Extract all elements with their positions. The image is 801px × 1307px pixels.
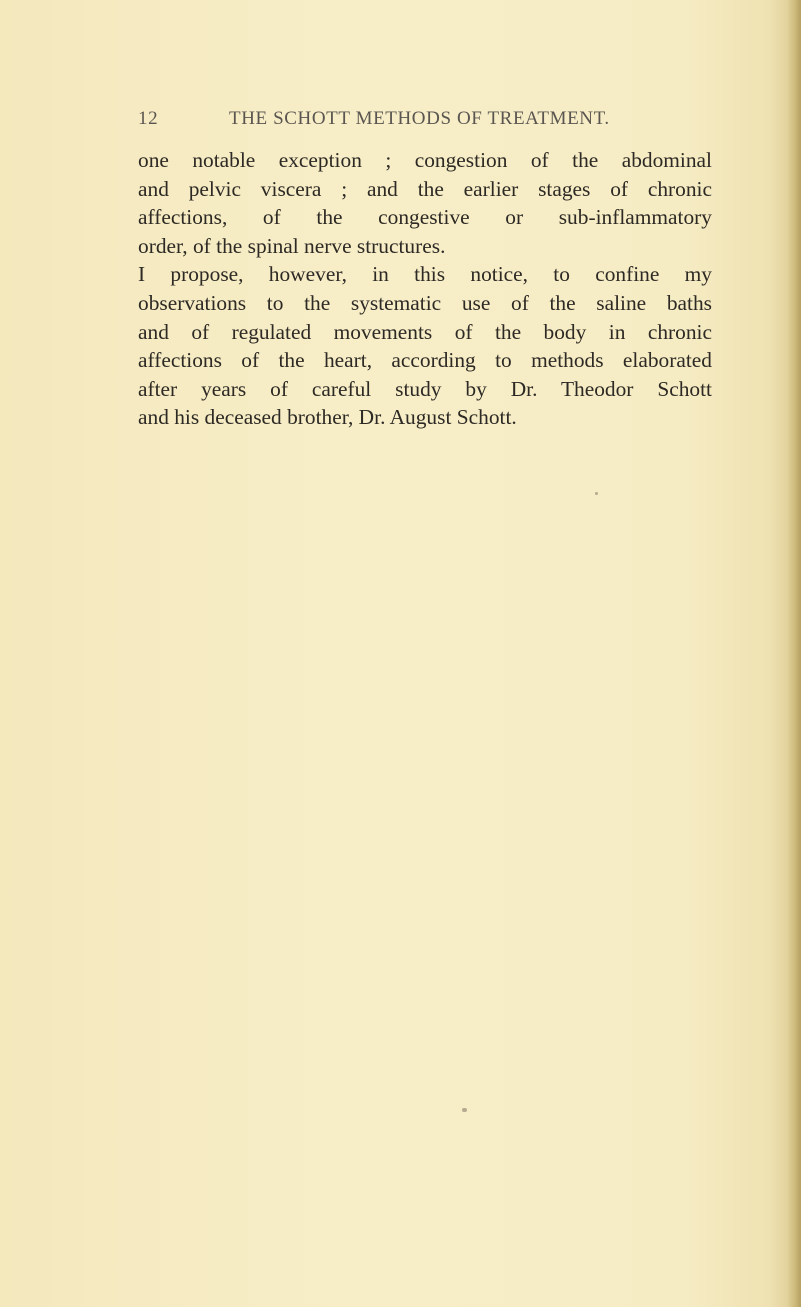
- running-head: THE SCHOTT METHODS OF TREATMENT.: [229, 108, 610, 129]
- text-line: I propose, however, in this notice, to confine my: [138, 262, 712, 287]
- paper-speck: [462, 1108, 467, 1112]
- paper-speck: [595, 492, 598, 495]
- page-header: [138, 108, 678, 134]
- body-text: [138, 146, 712, 432]
- text-line: affections, of the congestive or sub-inflammatory: [138, 205, 712, 230]
- page-edge-shadow: [787, 0, 801, 1307]
- text-line: observations to the systematic use of the saline baths: [138, 290, 712, 315]
- text-line: and his deceased brother, Dr. August Schott.: [138, 405, 517, 430]
- text-line: and of regulated movements of the body in chronic: [138, 319, 712, 344]
- text-line: and pelvic viscera ; and the earlier stages of chronic: [138, 176, 712, 201]
- page-number: 12: [138, 108, 159, 129]
- text-line: affections of the heart, according to methods elaborated: [138, 348, 712, 373]
- text-line: order, of the spinal nerve structures.: [138, 233, 446, 258]
- text-line: after years of careful study by Dr. Theodor Schott: [138, 376, 712, 401]
- text-line: one notable exception ; congestion of the abdominal: [138, 148, 712, 172]
